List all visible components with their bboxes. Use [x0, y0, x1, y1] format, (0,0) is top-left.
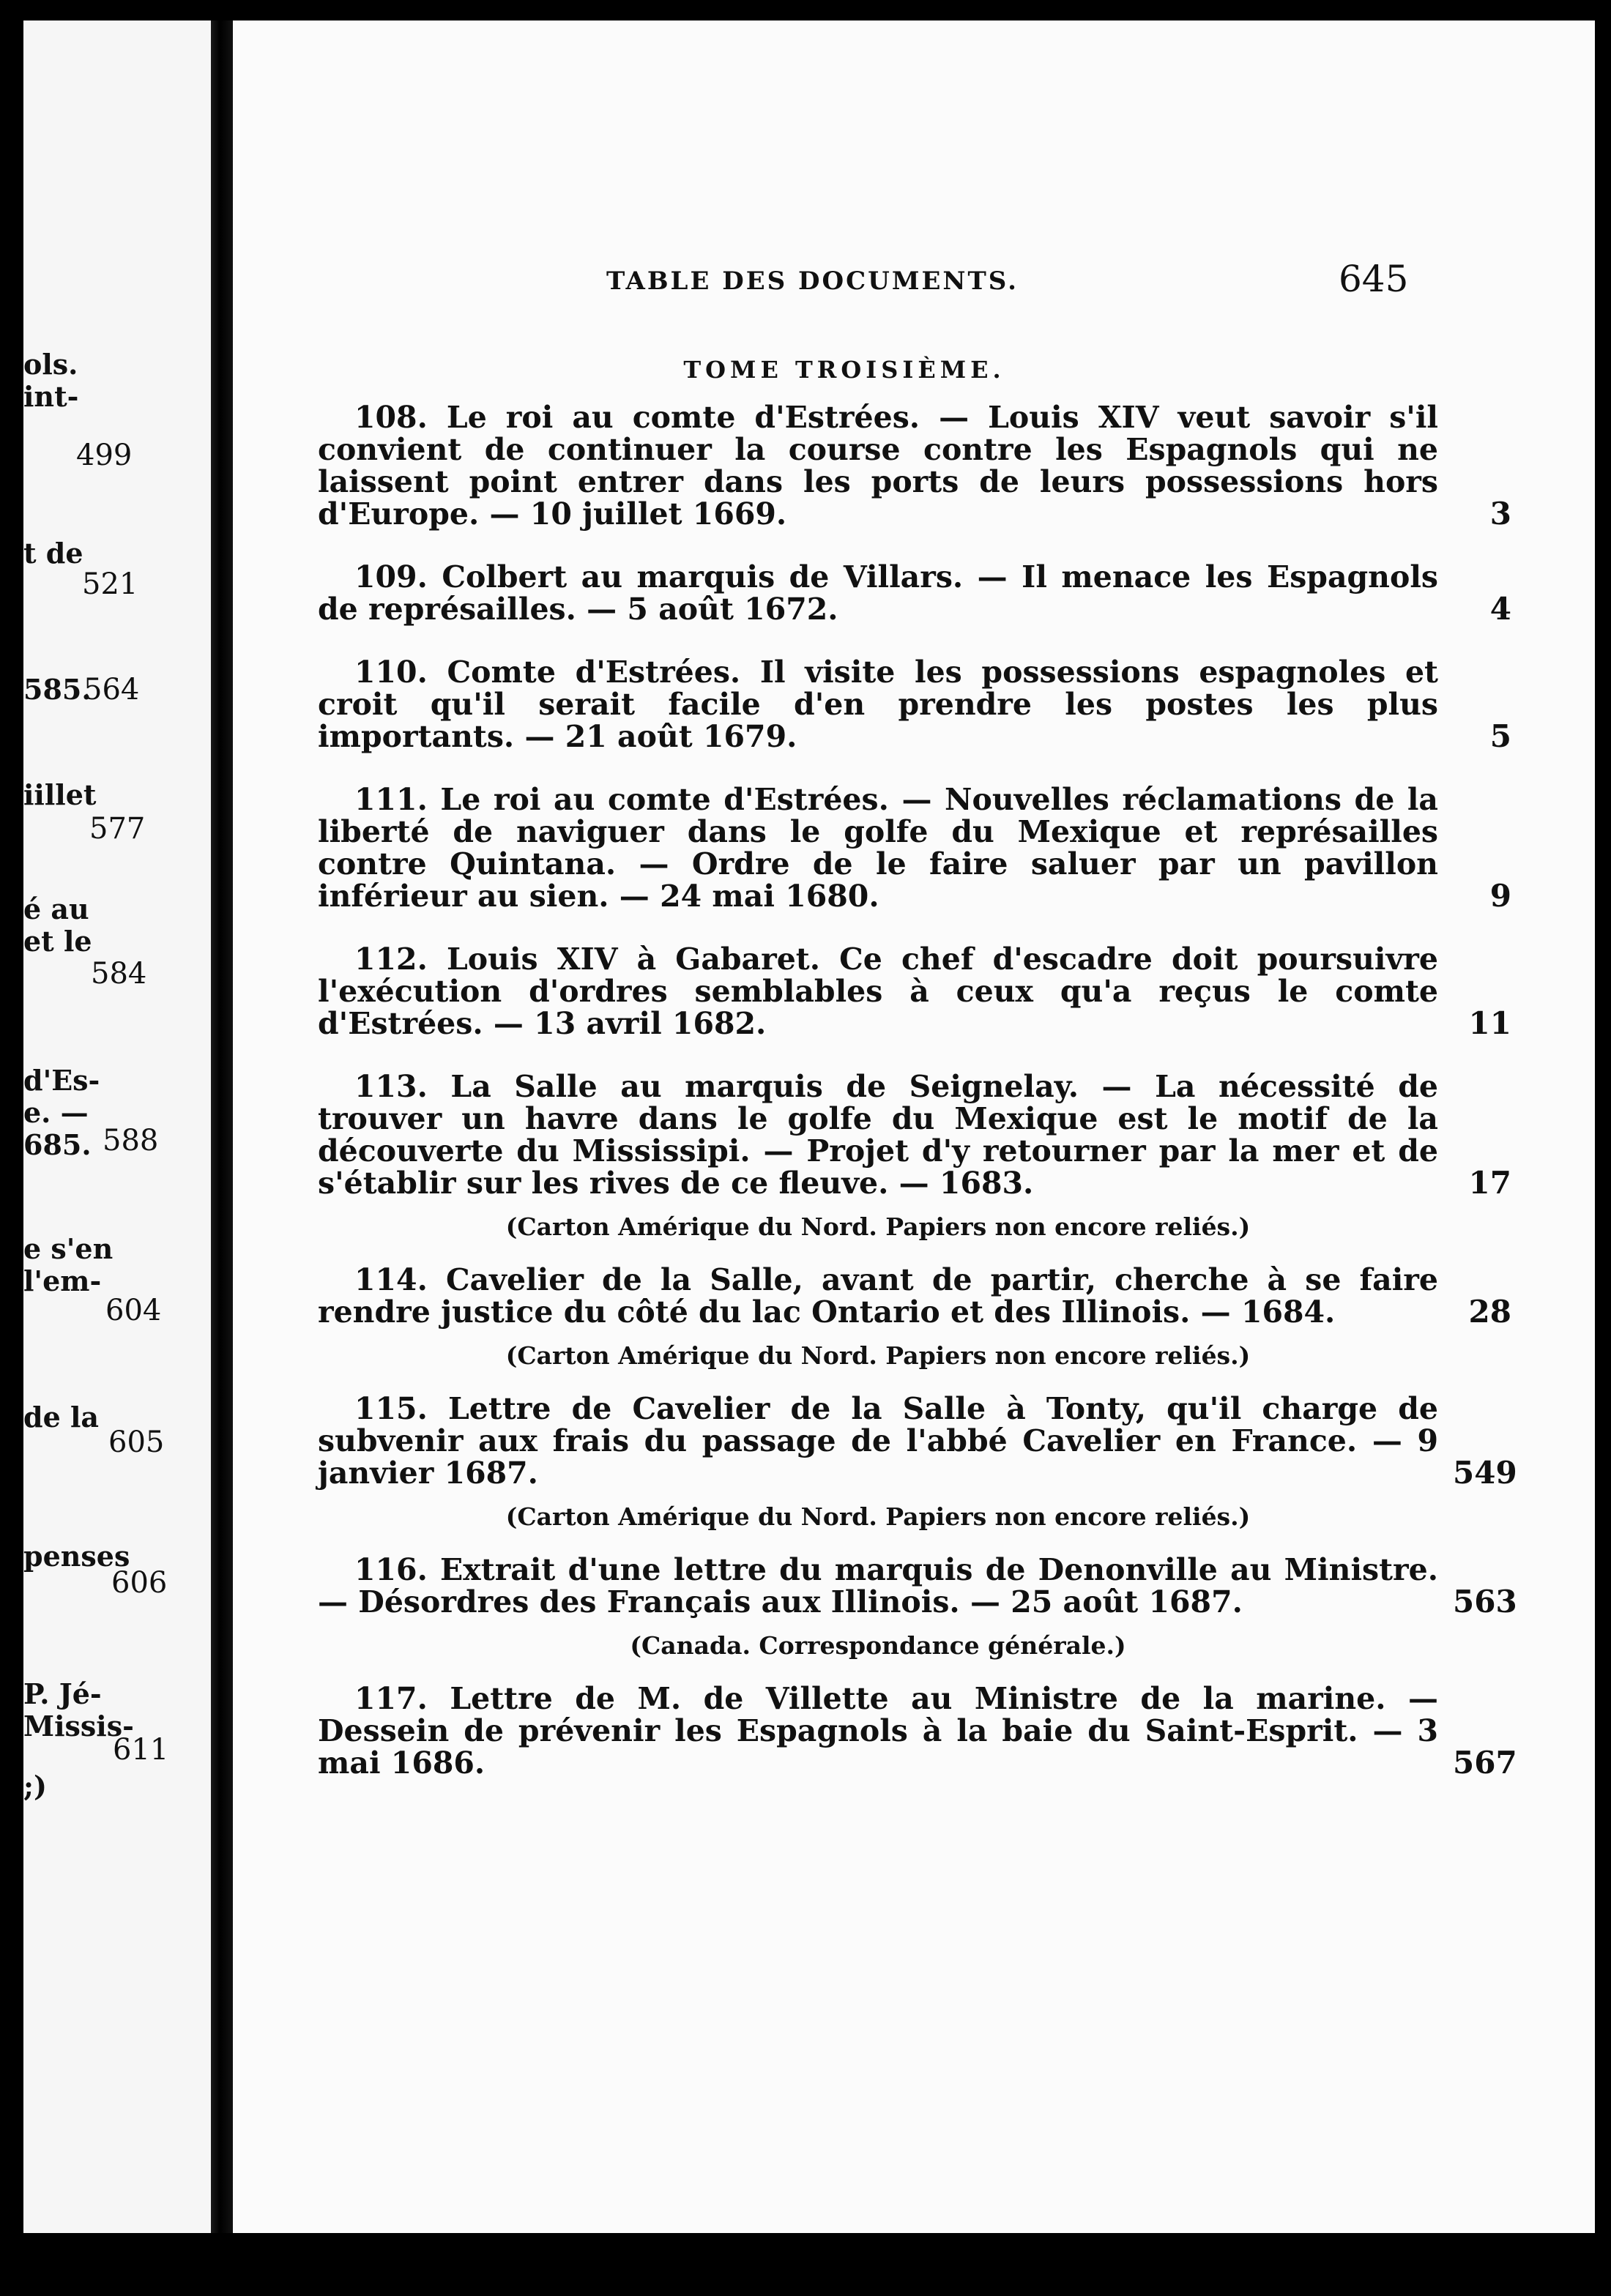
- entry-page-number: 28: [1468, 1294, 1511, 1330]
- entry-source: (Carton Amérique du Nord. Papiers non encore reliés.): [505, 1341, 1251, 1370]
- left-fragment: ;): [23, 1770, 48, 1803]
- entry-text: 109. Colbert au marquis de Villars. — Il menace les Espagnols de représailles. — 5 août 1672.: [318, 559, 1438, 627]
- entry-text: 117. Lettre de M. de Villette au Ministre de la marine. — Dessein de prévenir les Espagnols à la baie du Saint-Esprit. — 3 mai 1686.: [318, 1681, 1438, 1781]
- scan-border-left: [0, 0, 23, 2296]
- left-fragment: penses: [23, 1540, 130, 1573]
- left-fragment: P. Jé-: [23, 1677, 102, 1710]
- entry-source: (Carton Amérique du Nord. Papiers non encore reliés.): [505, 1502, 1251, 1531]
- entry-page-number: 563: [1453, 1584, 1517, 1620]
- left-page-number: 577: [89, 812, 146, 846]
- entry-text: 116. Extrait d'une lettre du marquis de Denonville au Ministre. — Désordres des Français aux Illinois. — 25 août 1687.: [318, 1552, 1438, 1620]
- left-page-number: 588: [103, 1124, 159, 1158]
- entry-page-number: 3: [1489, 496, 1511, 532]
- document-list: [318, 400, 1517, 1781]
- left-page-number: 606: [111, 1566, 168, 1600]
- scan-border-bottom: [0, 2233, 1611, 2296]
- left-fragment: d'Es-: [23, 1064, 100, 1097]
- running-title: TABLE DES DOCUMENTS.: [606, 266, 1019, 296]
- entry-page-number: 567: [1453, 1745, 1517, 1781]
- document-entry: [318, 1069, 1511, 1201]
- left-fragment: 685.: [23, 1128, 92, 1161]
- entry-text: 111. Le roi au comte d'Estrées. — Nouvelles réclamations de la liberté de naviguer dans le golfe du Mexique et représailles contre Quintana. — Ordre de le faire saluer par un pavillon inférieur au sien. — 24 mai 1680.: [318, 782, 1438, 914]
- document-entry: [318, 1681, 1517, 1781]
- entry-source: (Canada. Correspondance générale.): [630, 1631, 1126, 1660]
- left-fragment: e s'en: [23, 1232, 114, 1265]
- page-number: 645: [1339, 258, 1409, 300]
- left-page-number: 564: [83, 673, 140, 707]
- entry-page-number: 11: [1468, 1005, 1511, 1041]
- running-header: [233, 258, 1595, 302]
- left-fragment: t de: [23, 537, 83, 570]
- left-fragment: 585.: [23, 673, 92, 706]
- left-fragment: é au: [23, 892, 89, 925]
- entry-page-number: 17: [1468, 1165, 1511, 1201]
- left-fragment: de la: [23, 1401, 100, 1434]
- entry-text: 110. Comte d'Estrées. Il visite les possessions espagnoles et croit qu'il serait facile d'en prendre les postes les plus importants. — 21 août 1679.: [318, 655, 1438, 754]
- scan-border-top: [0, 0, 1611, 20]
- left-page-number: 605: [108, 1425, 165, 1459]
- entry-text: 115. Lettre de Cavelier de la Salle à Tonty, qu'il charge de subvenir aux frais du passage de l'abbé Cavelier en France. — 9 janvier 1687.: [318, 1391, 1438, 1491]
- left-fragment: Missis-: [23, 1710, 134, 1742]
- left-fragment: et le: [23, 925, 92, 958]
- left-page-number: 584: [91, 957, 147, 991]
- left-fragment: e. —: [23, 1096, 89, 1129]
- entry-text: 108. Le roi au comte d'Estrées. — Louis XIV veut savoir s'il convient de continuer la course contre les Espagnols qui ne laissent point entrer dans les ports de leurs possessions hors d'Europe. — 10 juillet 1669.: [318, 400, 1438, 532]
- entry-page-number: 5: [1489, 718, 1511, 754]
- previous-page-edge: [23, 20, 211, 2233]
- entry-page-number: 4: [1489, 591, 1511, 627]
- book-gutter: [211, 20, 233, 2233]
- entry-text: 114. Cavelier de la Salle, avant de partir, cherche à se faire rendre justice du côté du lac Ontario et des Illinois. — 1684.: [318, 1262, 1438, 1330]
- entry-text: 112. Louis XIV à Gabaret. Ce chef d'escadre doit poursuivre l'exécution d'ordres semblables à ceux qu'a reçus le comte d'Estrées. — 13 avril 1682.: [318, 942, 1438, 1041]
- scan-border-right: [1595, 0, 1611, 2296]
- document-entry: [318, 1552, 1517, 1620]
- document-entry: [318, 942, 1511, 1041]
- document-entry: [318, 655, 1511, 754]
- left-page-number: 499: [76, 439, 133, 472]
- left-fragment: ols.: [23, 348, 78, 381]
- document-entry: [318, 559, 1511, 627]
- section-heading: TOME TROISIÈME.: [683, 356, 1005, 384]
- left-fragment: iillet: [23, 778, 97, 811]
- document-entry: [318, 1262, 1511, 1330]
- document-page: [233, 20, 1595, 2233]
- entry-text: 113. La Salle au marquis de Seignelay. — La nécessité de trouver un havre dans le golfe du Mexique est le motif de la découverte du Mississipi. — Projet d'y retourner par la mer et de s'établir sur les rives de ce fleuve. — 1683.: [318, 1069, 1438, 1201]
- entry-page-number: 9: [1489, 878, 1511, 914]
- left-fragment: int-: [23, 380, 79, 413]
- left-page-number: 604: [105, 1294, 162, 1327]
- entry-page-number: 549: [1453, 1455, 1517, 1491]
- left-page-number: 611: [113, 1733, 169, 1767]
- left-fragment: l'em-: [23, 1264, 102, 1297]
- left-page-number: 521: [82, 567, 138, 601]
- document-entry: [318, 1391, 1517, 1491]
- document-entry: [318, 400, 1511, 532]
- document-entry: [318, 782, 1511, 914]
- entry-source: (Carton Amérique du Nord. Papiers non encore reliés.): [505, 1212, 1251, 1241]
